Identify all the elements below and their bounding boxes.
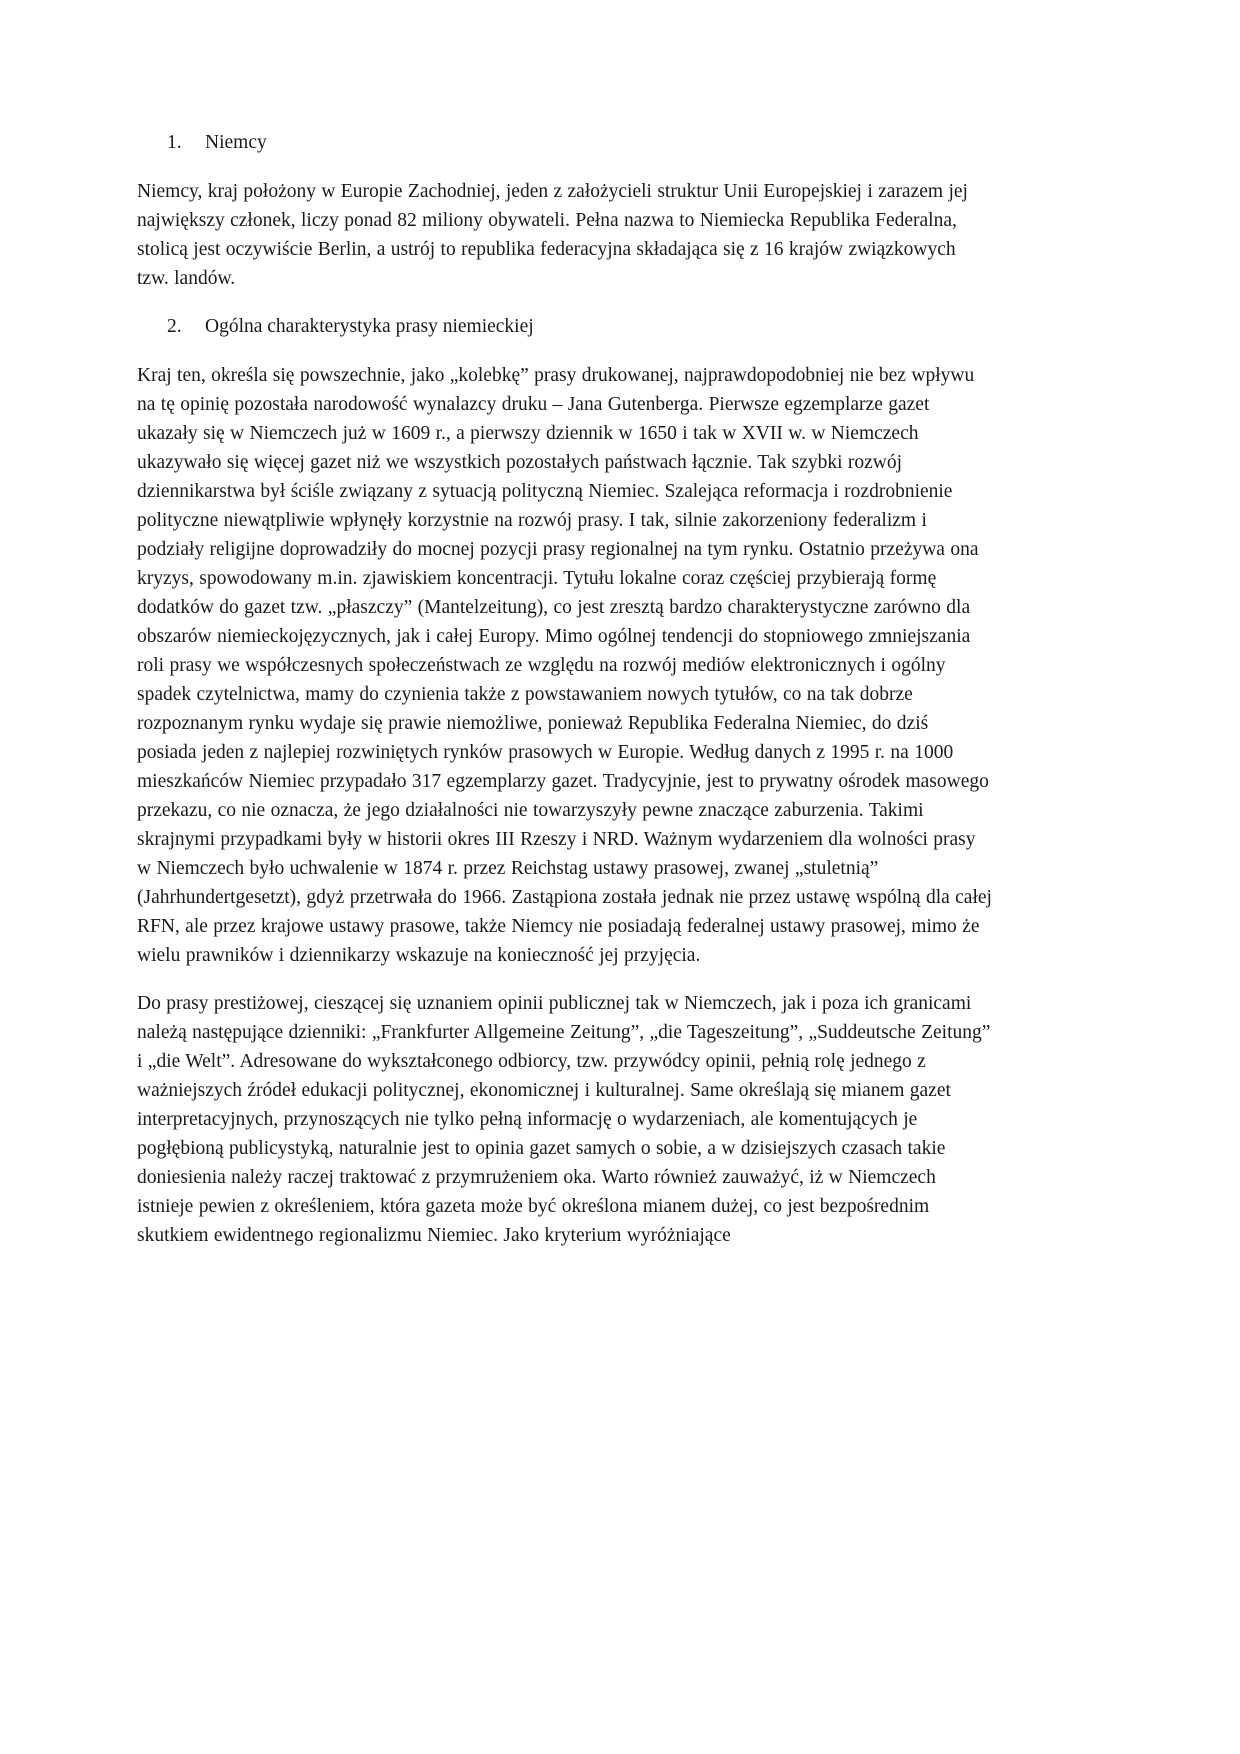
list-item-1-number: 1. <box>167 132 182 153</box>
list-item-1-label: Niemcy <box>205 132 267 153</box>
paragraph-1: Niemcy, kraj położony w Europie Zachodniej, jeden z założycieli struktur Unii Europejskiej i zarazem jej największy członek, liczy ponad 82 miliony obywateli. Pełna nazwa to Niemiecka Republika Federalna, stolicą jest oczywiście Berlin, a ustrój to republika federacyjna składająca się z 16 krajów związkowych tzw. landów. <box>137 181 968 289</box>
document-content <box>137 128 992 1250</box>
paragraph-2: Kraj ten, określa się powszechnie, jako „kolebkę” prasy drukowanej, najprawdopodobniej nie bez wpływu na tę opinię pozostała narodowość wynalazcy druku – Jana Gutenberga. Pierwsze egzemplarze gazet ukazały się w Niemczech już w 1609 r., a pierwszy dziennik w 1650 i tak w XVII w. w Niemczech ukazywało się więcej gazet niż we wszystkich pozostałych państwach łącznie. Tak szybki rozwój dziennikarstwa był ściśle związany z sytuacją polityczną Niemiec. Szalejąca reformacja i rozdrobnienie polityczne niewątpliwie wpłynęły korzystnie na rozwój prasy. I tak, silnie zakorzeniony federalizm i podziały religijne doprowadziły do mocnej pozycji prasy regionalnej na tym rynku. Ostatnio przeżywa ona kryzys, spowodowany m.in. zjawiskiem koncentracji. Tytułu lokalne coraz częściej przybierają formę dodatków do gazet tzw. „płaszczy” (Mantelzeitung), co jest zresztą bardzo charakterystyczne zarówno dla obszarów niemieckojęzycznych, jak i całej Europy. Mimo ogólnej tendencji do stopniowego zmniejszania roli prasy we współczesnych społeczeństwach ze względu na rozwój mediów elektronicznych i ogólny spadek czytelnictwa, mamy do czynienia także z powstawaniem nowych tytułów, co na tak dobrze rozpoznanym rynku wydaje się prawie niemożliwe, ponieważ Republika Federalna Niemiec, do dziś posiada jeden z najlepiej rozwiniętych rynków prasowych w Europie. Według danych z 1995 r. na 1000 mieszkańców Niemiec przypadało 317 egzemplarzy gazet. Tradycyjnie, jest to prywatny ośrodek masowego przekazu, co nie oznacza, że jego działalności nie towarzyszyły pewne znaczące zaburzenia. Takimi skrajnymi przypadkami były w historii okres III Rzeszy i NRD. Ważnym wydarzeniem dla wolności prasy w Niemczech było uchwalenie w 1874 r. przez Reichstag ustawy prasowej, zwanej „stuletnią” (Jahrhundertgesetzt), gdyż przetrwała do 1966. Zastąpiona została jednak nie przez ustawę wspólną dla całej RFN, ale przez krajowe ustawy prasowe, także Niemcy nie posiadają federalnej ustawy prasowej, mimo że wielu prawników i dziennikarzy wskazuje na konieczność jej przyjęcia. <box>137 365 992 966</box>
paragraph-3: Do prasy prestiżowej, cieszącej się uznaniem opinii publicznej tak w Niemczech, jak i poza ich granicami należą następujące dzienniki: „Frankfurter Allgemeine Zeitung”, „die Tageszeitung”, „Suddeutsche Zeitung” i „die Welt”. Adresowane do wykształconego odbiorcy, tzw. przywódcy opinii, pełnią rolę jednego z ważniejszych źródeł edukacji politycznej, ekonomicznej i kulturalnej. Same określają się mianem gazet interpretacyjnych, przynoszących nie tylko pełną informację o wydarzeniach, ale komentujących je pogłębioną publicystyką, naturalnie jest to opinia gazet samych o sobie, a w dzisiejszych czasach takie doniesienia należy raczej traktować z przymrużeniem oka. Warto również zauważyć, iż w Niemczech istnieje pewien z określeniem, która gazeta może być określona mianem dużej, co jest bezpośrednim skutkiem ewidentnego regionalizmu Niemiec. Jako kryterium wyróżniające <box>137 993 991 1246</box>
list-item-2-number: 2. <box>167 316 182 337</box>
list-item-2-label: Ogólna charakterystyka prasy niemieckiej <box>205 316 534 337</box>
list-item-1 <box>137 128 992 157</box>
list-item-2 <box>137 312 992 341</box>
